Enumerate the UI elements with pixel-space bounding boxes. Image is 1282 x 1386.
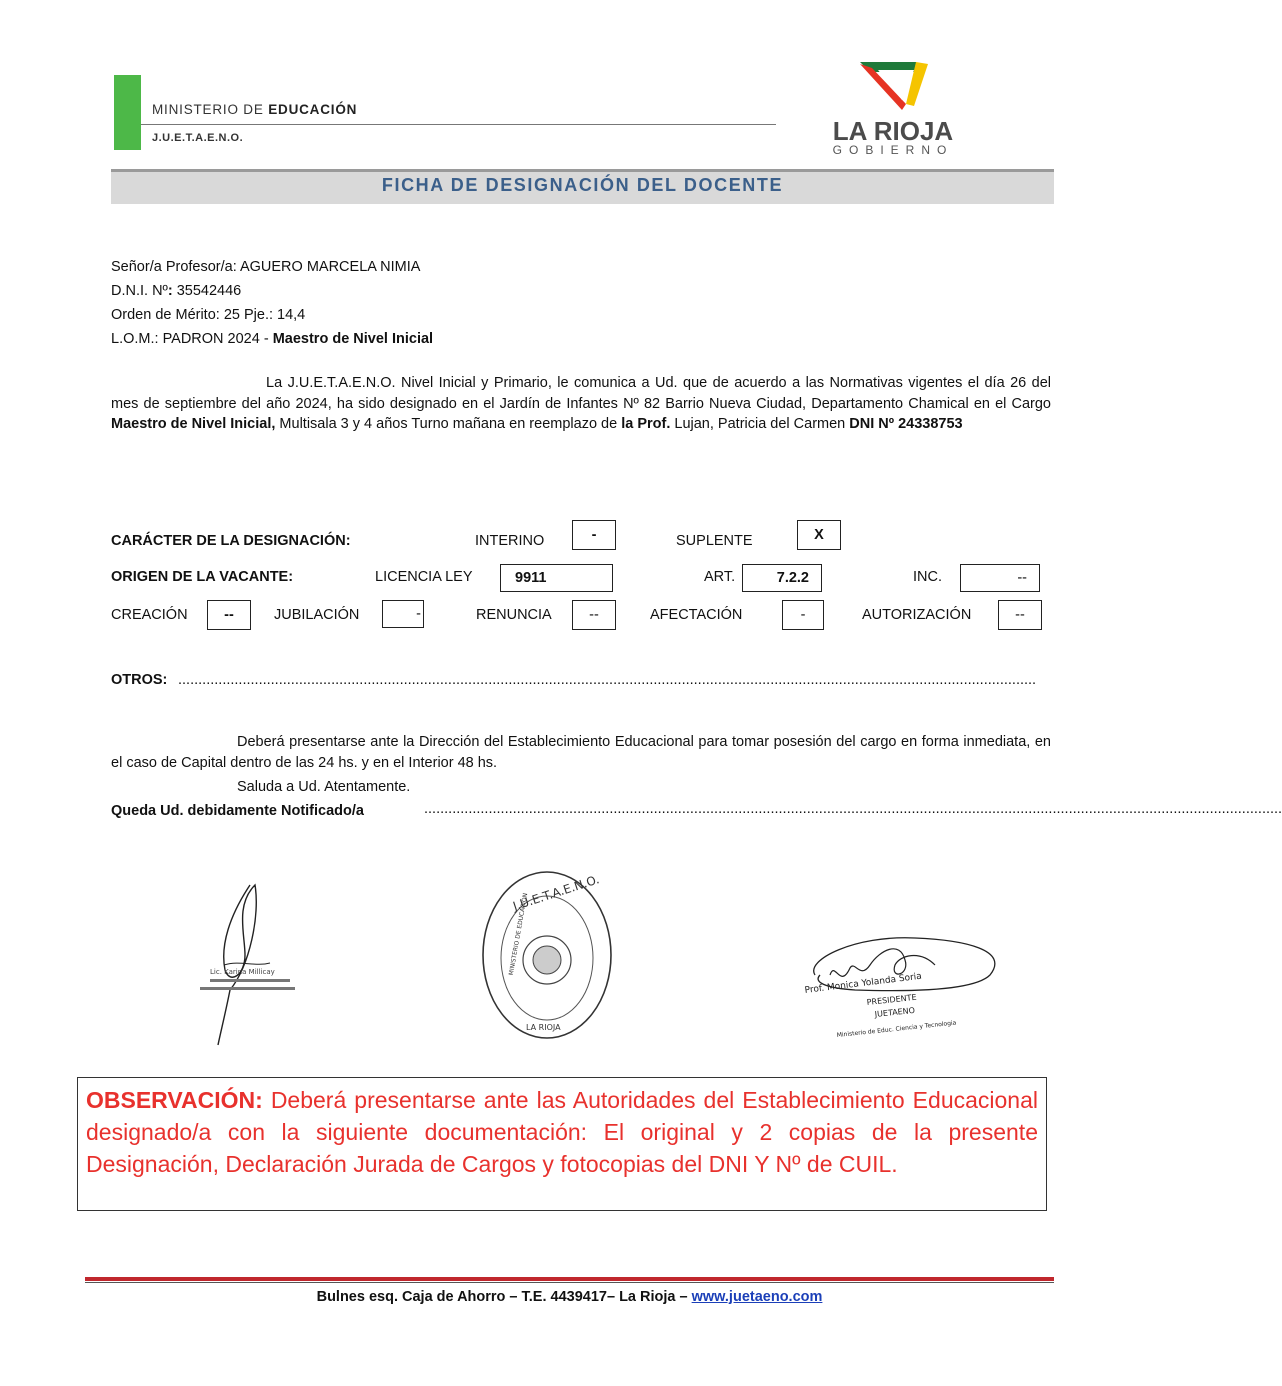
footer-address: Bulnes esq. Caja de Ahorro – T.E. 4439417– La Rioja – www.juetaeno.com bbox=[316, 1289, 823, 1305]
right-signature-role: PRESIDENTE bbox=[866, 992, 917, 1007]
otros-dotted-line: ..................................................................................................................................................................................................................... bbox=[178, 672, 1037, 688]
right-signature-ministry: Ministerio de Educ. Ciencia y Tecnologia bbox=[836, 1019, 957, 1039]
jubilacion-label: JUBILACIÓN bbox=[274, 607, 360, 623]
suplente-label: SUPLENTE bbox=[676, 533, 753, 549]
art-label: ART. bbox=[704, 569, 736, 585]
creacion-label: CREACIÓN bbox=[111, 607, 188, 623]
teacher-lom: L.O.M.: PADRON 2024 - Maestro de Nivel Inicial bbox=[111, 331, 434, 347]
teacher-name: Señor/a Profesor/a: AGUERO MARCELA NIMIA bbox=[111, 259, 421, 275]
autorizacion-label: AUTORIZACIÓN bbox=[862, 607, 972, 623]
autorizacion-box: -- bbox=[998, 600, 1042, 630]
department-name: J.U.E.T.A.E.N.O. bbox=[152, 132, 244, 144]
licencia-label: LICENCIA LEY bbox=[375, 569, 473, 585]
left-signature bbox=[190, 875, 330, 1050]
right-signature-org: JUETAENO bbox=[874, 1005, 916, 1019]
website-link[interactable]: www.juetaeno.com bbox=[691, 1289, 823, 1305]
right-signature bbox=[795, 920, 1015, 1045]
art-box: 7.2.2 bbox=[742, 564, 822, 592]
document-title: FICHA DE DESIGNACIÓN DEL DOCENTE bbox=[381, 175, 784, 195]
left-signature-stamp: Lic. Karina Millicay bbox=[210, 968, 275, 976]
origen-label: ORIGEN DE LA VACANTE: bbox=[111, 569, 294, 585]
afectacion-label: AFECTACIÓN bbox=[650, 607, 743, 623]
official-seal bbox=[480, 868, 615, 1043]
closing-paragraph: Deberá presentarse ante la Dirección del Establecimiento Educacional para tomar posesión del cargo en forma inmediata, en el caso de Capital dentro de las 24 hs. y en el Interior 48 hs. bbox=[111, 734, 1051, 771]
logo-subtitle: GOBIERNO bbox=[832, 143, 954, 157]
seal-bottom-text: LA RIOJA bbox=[526, 1023, 561, 1032]
ministry-name: MINISTERIO DE EDUCACIÓN bbox=[152, 102, 358, 117]
caracter-label: CARÁCTER DE LA DESIGNACIÓN: bbox=[111, 533, 351, 549]
footer-rule bbox=[85, 1282, 1054, 1283]
afectacion-box: - bbox=[782, 600, 824, 630]
designation-notice: La J.U.E.T.A.E.N.O. Nivel Inicial y Primario, le comunica a Ud. que de acuerdo a las Normativas vigentes el día 26 del mes de septiembre del año 2024, ha sido designado en el Jardín de Infantes Nº 82 Barrio Nueva Ciudad, Departamento Chamical en el Cargo Maestro de Nivel Inicial, Multisala 3 y 4 años Turno mañana en reemplazo de la Prof. Lujan, Patricia del Carmen DNI Nº 24338753 bbox=[111, 375, 1051, 432]
teacher-dni: D.N.I. Nº: 35542446 bbox=[111, 283, 242, 299]
interino-label: INTERINO bbox=[475, 533, 545, 549]
footer-red-rule bbox=[85, 1277, 1054, 1281]
inc-label: INC. bbox=[913, 569, 942, 585]
notified-label: Queda Ud. debidamente Notificado/a bbox=[111, 803, 364, 819]
jubilacion-box: - bbox=[382, 600, 424, 628]
interino-box: - bbox=[572, 520, 616, 550]
observation-box bbox=[77, 1077, 1047, 1211]
otros-label: OTROS: bbox=[111, 672, 168, 688]
seal-ring-text: MINISTERIO DE EDUCACION bbox=[507, 892, 530, 976]
observation-text: OBSERVACIÓN: Deberá presentarse ante las Autoridades del Establecimiento Educacional designado/a con la siguiente documentación: El original y 2 copias de la presente Designación, Declaración Jurada de Cargos y fotocopias del DNI Y Nº de CUIL. bbox=[86, 1087, 1038, 1177]
right-signature-name: Prof. Monica Yolanda Soria bbox=[804, 971, 923, 996]
licencia-box: 9911 bbox=[500, 564, 613, 592]
creacion-box: -- bbox=[207, 600, 251, 630]
renuncia-box: -- bbox=[572, 600, 616, 630]
header-divider bbox=[141, 124, 776, 125]
header-green-bar bbox=[114, 75, 141, 150]
logo-title: LA RIOJA bbox=[832, 116, 954, 146]
suplente-box: X bbox=[797, 520, 841, 550]
seal-top-text: J.U.E.T.A.E.N.O. bbox=[511, 872, 601, 914]
notified-dotted-line: ..................................................................................................................................................................................................................... bbox=[424, 801, 1282, 817]
teacher-merit: Orden de Mérito: 25 Pje.: 14,4 bbox=[111, 307, 306, 323]
inc-box: -- bbox=[960, 564, 1040, 592]
greeting: Saluda a Ud. Atentamente. bbox=[237, 779, 411, 795]
renuncia-label: RENUNCIA bbox=[476, 607, 552, 623]
